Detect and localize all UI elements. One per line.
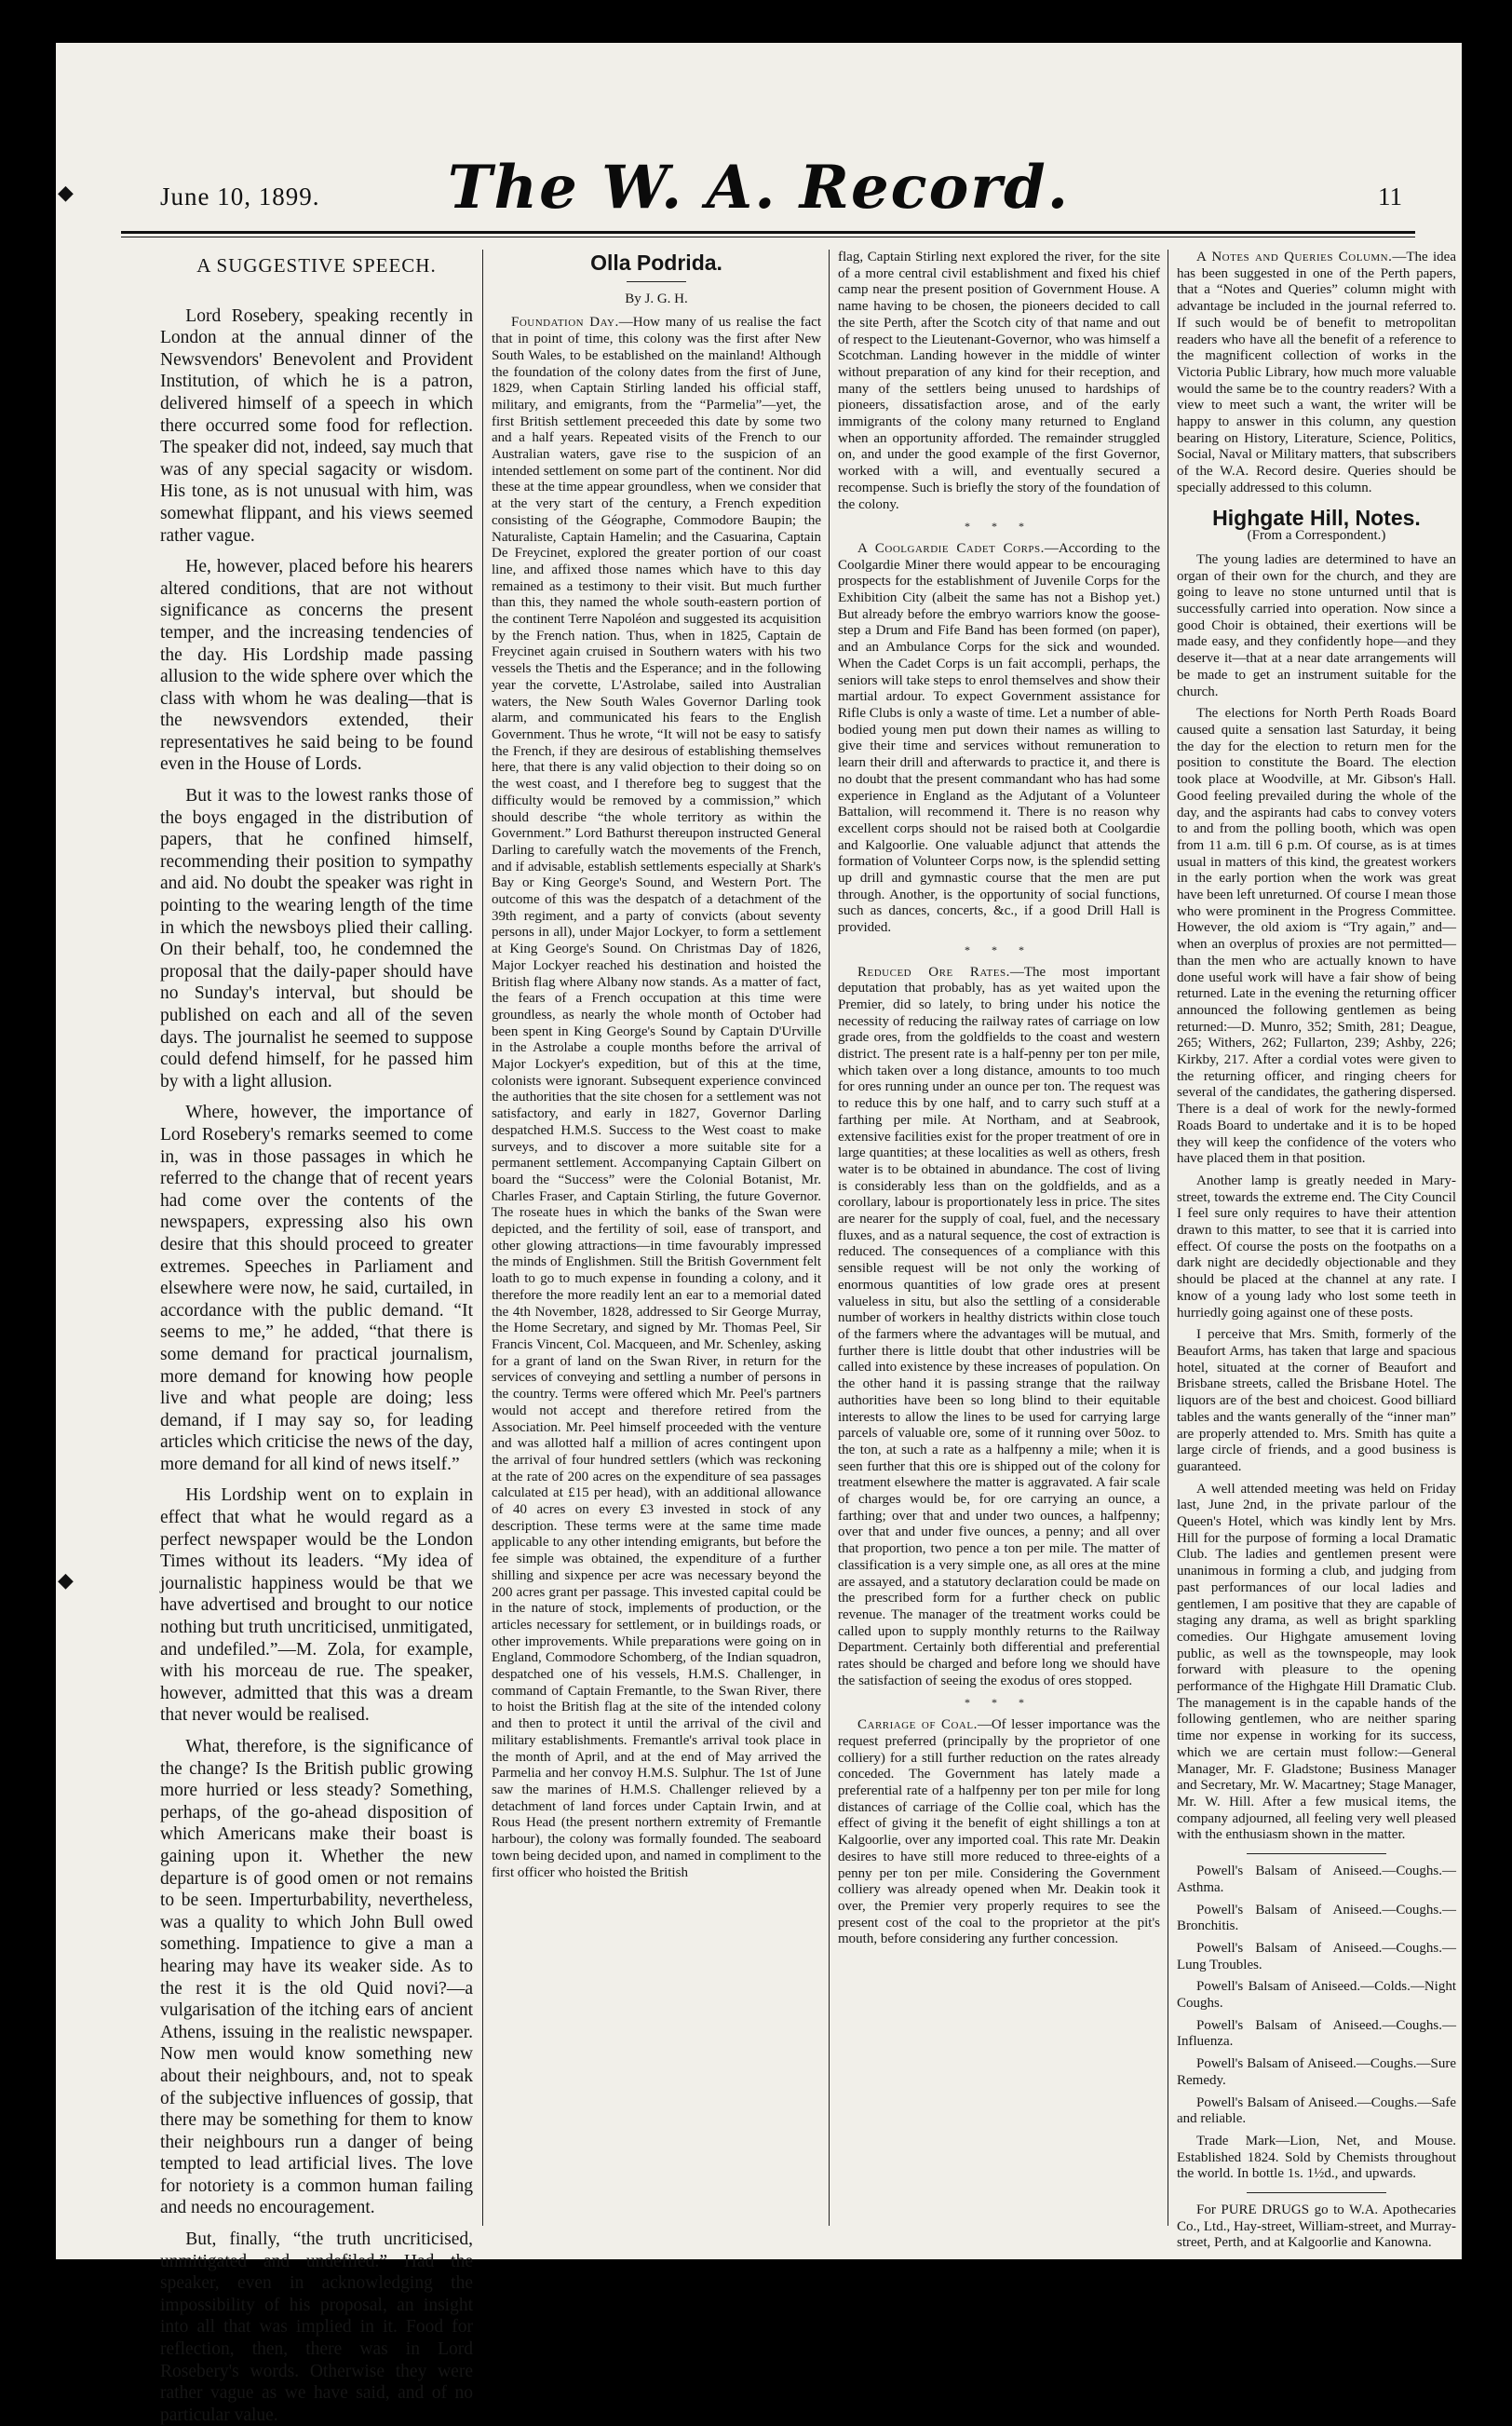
article-notes-and-highgate bbox=[1177, 250, 1456, 2251]
masthead-title: The W. A. Record. bbox=[447, 153, 1071, 223]
header-rule bbox=[121, 231, 1415, 237]
section-lead: A Coolgardie Cadet Corps. bbox=[857, 540, 1045, 556]
article-paragraph: His Lordship went on to explain in effect that what he would regard as a perfect newspaper would be the London Times without its leaders. “My idea of journalistic happiness would be that we have advertised and brought to our notice nothing but truth uncriticised, unmitigated, and undefiled.”—M. Zola, for example, with his morceau de rue. The speaker, however, admitted that this was a dream that never would be realised. bbox=[160, 1485, 473, 1726]
section-divider: * * * bbox=[965, 520, 1033, 534]
article-subtitle: (From a Correspondent.) bbox=[1247, 528, 1386, 544]
section-text: —According to the Coolgardie Miner there would appear to be encouraging prospects for the establishment of Juvenile Corps for the Exhibition City (albeit the same has not a Bishop yet.) But already before the embryo warriors know the goose-step a Drum and Fife Band has been formed (on paper), and an Ambulance Corps for the sick and wounded. When the Cadet Corps is un fait accompli, perhaps, the seniors will take steps to enrol themselves and show their martial ardour. To expect Government assistance for Rifle Clubs is only a waste of time. Let a number of able-bodied young men put down their names as willing to give their time and services without remuneration to learn their drill and afterwards to practice it, and there is no doubt that the present commandant who has had some experience in England as the Adjutant of a Volunteer Battalion, will recommend it. There is no reason why excellent corps should not be raised both at Coolgardie and Kalgoorlie. One valuable adjunct that attends the formation of Volunteer Corps now, is the splendid setting up drill and gymnastic course that the men are put through. Another, is the opportunity of social functions, such as dances, concerts, &c., if a good Drill Hall is provided. bbox=[838, 540, 1160, 936]
advertisement-line: Powell's Balsam of Aniseed.—Coughs.—Safe and reliable. bbox=[1177, 2094, 1456, 2127]
section-text: —The idea has been suggested in one of the Perth papers, that a “Notes and Queries” column might with advantage be included in the journal referred to. If such would be of benefit to metropolitan readers who have all the benefit of a reference to the magnificent collection of works in the Victoria Public Library, how much more valuable would the same be to the country readers? With a view to meet such a want, the writer will be happy to answer in this column, any question bearing on History, Literature, Science, Politics, Social, Naval or Military matters, that subscribers of the W.A. Record desire. Queries should be specially addressed to this column. bbox=[1177, 250, 1456, 495]
section-lead: A Notes and Queries Column. bbox=[1196, 250, 1393, 264]
column-rule bbox=[829, 250, 830, 2226]
section-text: —How many of us realise the fact that in point of time, this colony was the first after New South Wales, to be established on the mainland! Although the foundation of the colony dates from the first of June, 1829, when Captain Stirling landed his official staff, military, and emigrants, from the “Parmelia”—yet, the first British settlement preceeded this date by some two and a half years. Repeated visits of the French to our Australian waters, gave rise to the suspicion of an intended settlement on some part of the continent. Nor did these at the time appear groundless, when we consider that at the very start of the century, a French expedition consisting of the Géographe, Commodore Baupin; the Naturaliste, Captain Hamelin; and the Casuarina, Captain De Freycinet, explored the greater portion of our coast line, and affixed those names which have to this day remained as a testimony to their visit. But much further than this, they named the whole south-eastern portion of the continent Terre Napoléon and suggested its acquisition by the French nation. Thus, when in 1825, Captain de Freycinet again cruised in Southern waters with his two vessels the Thetis and the Esperance; and in the following year the corvette, L'Astrolabe, sailed into Australian waters, the New South Wales Governor Darling took alarm, and communicated his fears to the English Government. Thus he wrote, “It will not be easy to satisfy the French, if they are desirous of establishing themselves here, that there is any valid objection to their doing so on the west coast, and I therefore beg to suggest that the difficulty would be removed by a commission,” which should describe “the whole territory as within the Government.” Lord Bathurst thereupon instructed General Darling to carefully watch the movements of the French, and if advisable, establish settlements especially at Shark's Bay or King George's Sound, and Western Port. The outcome of this was the despatch of a detachment of the 39th regiment, and a party of convicts (about seventy persons in all), under Major Lockyer, to form a settlement at King George's Sound. On Christmas Day of 1826, Major Lockyer reached his destination and hoisted the British flag where Albany now stands. As a matter of fact, the fears of a French occupation at this time were groundless, as nearly the whole month of October had been spent in King George's Sound by Captain D'Urville in the Astrolabe a couple months before the arrival of Major Lockyer's expedition, but of this at the time, colonists were ignorant. Subsequent experience convinced the authorities that the site chosen for a settlement was not satisfactory, and early in 1827, Governor Darling despatched H.M.S. Success to the West coast to make surveys, and to discover a more suitable site for a permanent settlement. Accompanying Captain Gilbert on board the “Success” were the Colonial Botanist, Mr. Charles Fraser, and Captain Stirling, the future Governor. The roseate hues in which the banks of the Swan were depicted, and the fertility of soil, ease of transport, and other glowing attractions—in time favourably impressed the minds of Englishmen. Still the British Government felt loath to go to much expense in founding a colony, and it therefore the more readily lent an ear to a memorial dated the 4th November, 1828, addressed to Sir George Murray, the Home Secretary, and signed by Mr. Thomas Peel, Sir Francis Vincent, Col. Macqueen, and Mr. Schenley, asking for a grant of land on the Swan River, in return for the services of conveying and settling a number of persons in the country. Terms were offered which Mr. Peel's partners would not accept and therefore retired from the Association. Mr. Peel himself proceeded with the venture and was allotted half a million of acres contingent upon the arrival of four hundred settlers (which was reckoning at the rate of 200 acres on the expenditure of sea passages calculated at £15 per head), with an additional allowance of 40 acres on every £3 invested in stock of any description. These terms were at the same time made applicable to any other intending emigrants, but before the fee simple was obtained, the expenditure of a further shilling and sixpence per acre was necessary beyond the 200 acres grant per passage. This invested capital could be in the nature of stock, implements of production, or the articles necessary for settlement, or in buildings roads, or other improvements. While preparations were going on in England, Commodore Schomberg, of the Indian squadron, despatched one of his vessels, H.M.S. Challenger, in command of Captain Fremantle, to the Swan River, there to hoist the British flag at the site of the intended colony and then to protect it until the arrival of the civil and military establishments. Fremantle's arrival took place in the month of April, and at the end of May arrived the Parmelia and her convoy H.M.S. Sulphur. The 1st of June saw the marines of H.M.S. Challenger relieved by a detachment of land forces under Captain Irwin, and at Rous Head (the present northern extremity of Fremantle harbour), the colony was formally founded. The seaboard town being decided upon, and named in compliment to the first officer who hoisted the British bbox=[492, 315, 821, 1880]
advertisement-line: Powell's Balsam of Aniseed.—Coughs.—Bronchitis. bbox=[1177, 1902, 1456, 1934]
article-paragraph bbox=[1177, 250, 1456, 497]
advertisement-line: Trade Mark—Lion, Net, and Mouse. Established 1824. Sold by Chemists throughout the world. In bottle 1s. 1½d., and upwards. bbox=[1177, 2133, 1456, 2182]
article-paragraph bbox=[838, 1717, 1160, 1948]
article-suggestive-speech bbox=[160, 250, 473, 2425]
article-paragraph: What, therefore, is the significance of the change? Is the British public growing more hurried or less steady? Something, perhaps, of the go-ahead disposition of which Americans make their boast is gaining upon it. Whether the new departure is of good omen or not remains to be seen. Imperturbability, nevertheless, was a quality to which John Bull owed something. Impatience to give a man a hearing may have its weaker side. As to the rest it is the old Quid novi?—a vulgarisation of the itching ears of ancient Athens, issuing in the realistic newspaper. Now men would know something new about their neighbours, and, not to speak of the subjective influences of gossip, that there may be something for them to know their neighbours run a danger of being tempted to lead artificial lives. The love for notoriety is a common human failing and needs no encouragement. bbox=[160, 1737, 473, 2218]
article-paragraph: But, finally, “the truth uncriticised, unmitigated and undefiled.” Had the speaker, even in acknowledging the impossibility of his proposal, an insight into all that was implied in it. Food for reflection, then, there was in Lord Rosebery's words. Otherwise they were rather vague as we have said, and of no particular value. bbox=[160, 2229, 473, 2425]
article-olla-podrida bbox=[492, 250, 821, 2226]
article-paragraph: Another lamp is greatly needed in Mary-street, towards the extreme end. The City Council I feel sure only requires to have their attention drawn to this matter, to see that it is carried into effect. Of course the posts on the footpaths on a dark night are decidedly objectionable and they should be placed at the channel at any rate. I know of a young lady who lost some teeth in hurriedly going against one of these posts. bbox=[1177, 1172, 1456, 1321]
advertisement-line: Powell's Balsam of Aniseed.—Coughs.—Sure Remedy. bbox=[1177, 2056, 1456, 2088]
article-paragraph: A well attended meeting was held on Friday last, June 2nd, in the private parlour of the Queen's Hotel, which was kindly lent by Mrs. Hill for the purpose of forming a local Dramatic Club. The ladies and gentlemen present were unanimous in forming a club, and judging from past performances of our local ladies and gentlemen, I am positive that they are capable of staging any drama, as well as bright sparkling comedies. Our Highgate amusement loving public, as well as the townspeople, may look forward with pleasure to the opening performance of the Highgate Hill Dramatic Club. The management is in the capable hands of the following gentlemen, who are neither sparing time nor expense in working for its success, which we are certain must follow:—General Manager, Mr. F. Gladstone; Business Manager and Secretary, Mr. W. Macartney; Stage Manager, Mr. W. Hill. After a few musical items, the company adjourned, all feeling very well pleased with the enthusiasm shown in the matter. bbox=[1177, 1481, 1456, 1843]
article-paragraph: The elections for North Perth Roads Board caused quite a sensation last Saturday, it being the day for the election to return men for the position to constitute the Board. The election took place at Woodville, at Mr. Gibson's Hall. Good feeling prevailed during the whole of the day, and the aspirants had cabs to convey voters to and from the polling booth, which was open from 11 a.m. till 6 p.m. Of course, as is at times usual in matters of this kind, the greatest workers in the early portion when the work was great have been left unreturned. Of course I mean those who were prominent in the Progress Committee. However, the old axiom is “Try again,” and—when an overplus of proxies are not permitted—than the men who are actually known to have done useful work will have a fair show of being returned. Late in the evening the returning officer announced the following gentlemen as being returned:—D. Munro, 352; Smith, 281; Deague, 265; Withers, 262; Fullarton, 239; Ashby, 226; Kirkby, 217. After a cordial votes were given to the returning officer, and ringing cheers for several of the candidates, the gathering dispersed. There is a deal of work for the newly-formed Roads Board to undertake and it is to be hoped they will keep the confidence of the voters who have placed them in that position. bbox=[1177, 706, 1456, 1167]
advertisement-line: Powell's Balsam of Aniseed.—Coughs.—Asthma. bbox=[1177, 1864, 1456, 1895]
article-paragraph bbox=[838, 965, 1160, 1690]
article-paragraph: But it was to the lowest ranks those of the boys engaged in the distribution of papers, that he confined himself, recommending their position to sympathy and aid. No doubt the speaker was right in pointing to the wearing length of the time in which the newsboys plied their calling. On their behalf, too, he condemned the proposal that the daily-paper should have no Sunday's interval, but should be published on each and all of the seven days. The journalist he seemed to suppose could defend himself, for he passed him by with a light allusion. bbox=[160, 786, 473, 1091]
ad-divider bbox=[1247, 1853, 1386, 1854]
article-paragraph bbox=[492, 315, 821, 1881]
article-paragraph: I perceive that Mrs. Smith, formerly of the Beaufort Arms, has taken that large and spacious hotel, situated at the corner of Beaufort and Brisbane streets, called the Brisbane Hotel. The liquors are of the best and choicest. Good billiard tables and the wants generally of the “inner man” are properly attended to. Mrs. Smith has quite a large circle of friends, and a good business is guaranteed. bbox=[1177, 1327, 1456, 1474]
advertisement-line: Powell's Balsam of Aniseed.—Coughs.—Influenza. bbox=[1177, 2017, 1456, 2050]
article-title: Olla Podrida. bbox=[590, 251, 722, 275]
article-title: Highgate Hill, Notes. bbox=[1212, 505, 1421, 530]
section-divider: * * * bbox=[965, 1696, 1033, 1710]
section-lead: Carriage of Coal. bbox=[857, 1717, 978, 1733]
article-paragraph: Where, however, the importance of Lord Rosebery's remarks seemed to come in, was in those passages in which he referred to the change that of recent years had come over the contents of the newspapers, expressing also his own desire that this should proceed to greater extremes. Speeches in Parliament and elsewhere were now, he said, curtailed, in accordance with the public demand. “It seems to me,” he added, “that there is some demand for practical journalism, more demand for knowing how people live and what people are doing; less demand, if I may say so, for leading articles which criticise the news of the day, more demand for all kind of news itself.” bbox=[160, 1103, 473, 1474]
section-text: —Of lesser importance was the request preferred (principally by the proprietor of one colliery) for a still further reduction on the rates already conceded. The Government has lately made a preferential rate of a halfpenny per ton per mile for long distances of carriage of the Collie coal, which has the effect of giving it the benefit of eight shillings a ton at Kalgoorlie, over any imported coal. This rate Mr. Deakin desires to have still more reduced to three-eights of a penny per ton per mile. Considering the Government colliery was already opened when Mr. Deakin took it over, the Premier very properly requires to see the present cost of the coal to the proprietor at the pit's mouth, before considering any further concession. bbox=[838, 1717, 1160, 1947]
article-paragraph: He, however, placed before his hearers altered conditions, that are not without significance as concerns the present temper, and the increasing tendencies of the day. His Lordship made passing allusion to the wide sphere over which the class with whom he was dealing—that is the newsvendors extended, their representatives he said being to be found even in the House of Lords. bbox=[160, 557, 473, 775]
section-lead: Reduced Ore Rates. bbox=[857, 964, 1010, 980]
issue-date: June 10, 1899. bbox=[160, 183, 320, 210]
section-divider: * * * bbox=[965, 942, 1033, 956]
advertisement-line: Powell's Balsam of Aniseed.—Colds.—Night Coughs. bbox=[1177, 1979, 1456, 2012]
page-number: 11 bbox=[1378, 183, 1402, 210]
article-paragraph: flag, Captain Stirling next explored the river, for the site of a more central civil establishment and fixed his chief camp near the present position of Government House. A name having to be chosen, the pioneers decided to call the site Perth, after the Scotch city of that name and out of respect to the Lieutenant-Governor, who was himself a Scotchman. Landing however in the middle of winter without preparation of any kind for their reception, and many of the settlers being unused to hardships of pioneers, dissatisfaction arose, and of the early immigrants of the colony many returned to England when an opportunity afforded. The remainder struggled on, and under the good example of the first Governor, worked with a will, and eventually secured a recompense. Such is briefly the story of the foundation of the colony. bbox=[838, 250, 1160, 512]
page-header bbox=[56, 43, 1462, 229]
article-paragraph: The young ladies are determined to have an organ of their own for the church, and they are going to leave no stone unturned until that is successfully carried into operation. Now since a good Choir is obtained, their exertions will be made easy, and they confidently hope—and they deserve it—that at a near date arrangements will be made to get an instrument suitable for the church. bbox=[1177, 551, 1456, 699]
section-lead: Foundation Day. bbox=[511, 315, 619, 331]
margin-mark: ◆ bbox=[58, 181, 74, 204]
ad-divider bbox=[1247, 2192, 1386, 2193]
article-paragraph bbox=[838, 541, 1160, 937]
pure-drugs-advertisement: For PURE DRUGS go to W.A. Apothecaries Co., Ltd., Hay-street, William-street, and Murray-street, Perth, and at Kalgoorlie and Kanowna. bbox=[1177, 2202, 1456, 2251]
section-text: —The most important deputation that probably, has as yet waited upon the Premier, did so lately, to bring under his notice the necessity of reducing the railway rates of carriage on low grade ores, from the goldfields to the coast and western district. The present rate is a half-penny per ton per mile, which taken over a long distance, amounts to too much for ores running under an ounce per ton. The request was to reduce this by one half, and to carry such stuff at a farthing per mile. At Northam, and at Seabrook, extensive facilities exist for the proper treatment of ore in large quantities; at these localities as well as others, fresh water is to be obtained in abundance. The cost of living is considerably less than on the goldfields, and as a corollary, labour is proportionately less in price. The sites are nearer for the supply of coal, fuel, and the necessary fluxes, and as a natural sequence, the cost of extraction is reduced. The consequences of a compliance with this sensible request will be not only the working of enormous quantities of low grade ores at present valueless in situ, but also the settling of a considerable number of workers in healthy districts within close touch of the farmers where the advantages will be mutual, and further there is little doubt that other industries will be called into existence by these increases of population. On the other hand it is passing strange that the railway authorities have been so long blind to their equitable interests to allow the lines to be used for carrying large parcels of valuable ore, some of it running over 50oz. to the ton, at such a rate as a halfpenny a mile; when it is seen further that this ore is shipped out of the colony for treatment elsewhere the matter is aggravated. A fair scale of charges would be, for ore carrying an ounce, a farthing; over that and under two ounces, a halfpenny; over that and under five ounces, a penny; and all over that proportion, two pence a ton per mile. The matter of classification is a very simple one, as all ores at the mine are assayed, and a statutory declaration could be made on the prescribed form for a further check on public revenue. The manager of the treatment works could be called upon to supply monthly returns to the Railway Department. Certainly both differential and preferential rates should be charged and before long we should have the satisfaction of seeing the exodus of ores stopped. bbox=[838, 964, 1160, 1688]
article-byline: By J. G. H. bbox=[625, 291, 688, 306]
article-paragraph: Lord Rosebery, speaking recently in London at the annual dinner of the Newsvendors' Benevolent and Provident Institution, of which he is a patron, delivered himself of a speech in which there occurred some food for reflection. The speaker did not, indeed, say much that was of any special sagacity or wisdom. His tone, as is not unusual with him, was somewhat flippant, and his views seemed rather vague. bbox=[160, 305, 473, 546]
title-rule bbox=[627, 281, 686, 282]
column-rule bbox=[482, 250, 483, 2226]
margin-mark: ◆ bbox=[58, 1568, 74, 1592]
article-continuation bbox=[838, 250, 1160, 2226]
advertisement-line: Powell's Balsam of Aniseed.—Coughs.—Lung Troubles. bbox=[1177, 1940, 1456, 1972]
newspaper-page bbox=[56, 43, 1462, 2425]
article-title: A SUGGESTIVE SPEECH. bbox=[196, 254, 437, 277]
